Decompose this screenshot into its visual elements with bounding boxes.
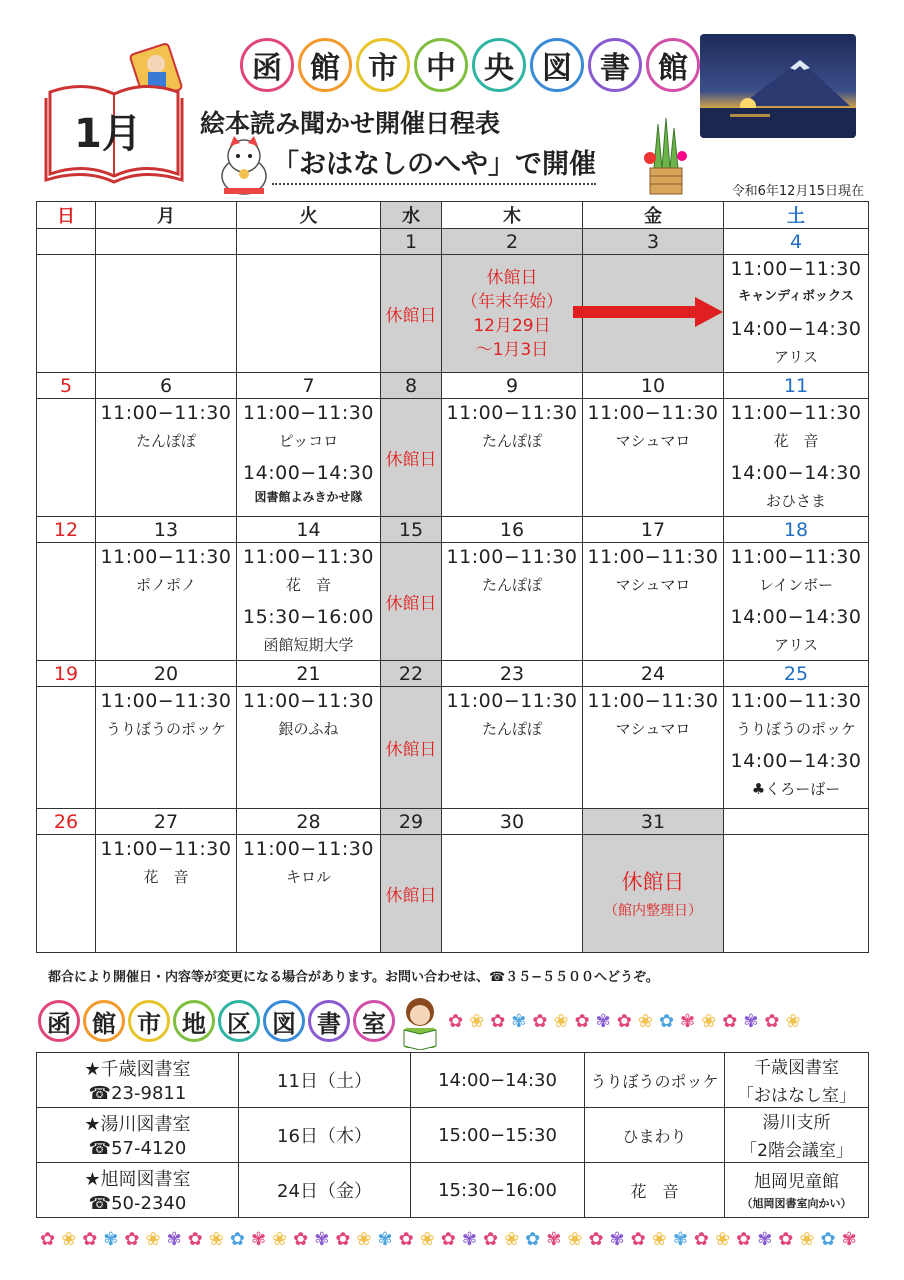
district-title-char: 函 (38, 1000, 80, 1042)
day-cell (381, 399, 442, 517)
date-number: 6 (96, 373, 237, 399)
event-row (37, 399, 869, 517)
place-room: （旭岡図書室向かい） (741, 1197, 852, 1210)
phone-number: ☎50-2340 (88, 1192, 187, 1214)
title-char: 央 (472, 38, 526, 92)
title-char: 函 (240, 38, 294, 92)
closed-label: （年末年始） (461, 291, 563, 312)
event-group: 花 音 (773, 432, 819, 450)
date-number-row (37, 809, 869, 835)
day-cell (583, 399, 724, 517)
group-cell (585, 1108, 725, 1163)
event-time: 11:00−11:30 (730, 546, 862, 568)
date-number-row (37, 661, 869, 687)
title-char: 書 (588, 38, 642, 92)
time-cell (411, 1108, 585, 1163)
day-cell (583, 835, 724, 953)
day-cell (442, 399, 583, 517)
event-time: 14:00−14:30 (243, 462, 374, 484)
event-group: レインボー (758, 576, 834, 594)
date-number: 3 (583, 229, 724, 255)
date-number: 1 (381, 229, 442, 255)
day-cell (37, 543, 96, 661)
day-cell (583, 543, 724, 661)
group-cell (585, 1053, 725, 1108)
date-number: 11 (724, 373, 869, 399)
closed-label: 休館日 (385, 306, 437, 326)
event-group: 図書館よみきかせ隊 (254, 490, 363, 504)
date-number: 26 (37, 809, 96, 835)
day-cell (37, 687, 96, 809)
day-cell (37, 399, 96, 517)
event-group: うりぼうのポッケ (735, 720, 856, 738)
day-cell (724, 543, 869, 661)
date-number: 20 (96, 661, 237, 687)
library-cell (37, 1053, 239, 1108)
title-char: 館 (646, 38, 700, 92)
closed-label: 休館日 (385, 740, 437, 760)
day-cell (381, 255, 442, 373)
event-time: 11:00−11:30 (100, 690, 232, 712)
closed-label: 休館日 (385, 450, 437, 470)
weekday-wed: 水 (381, 202, 442, 229)
event-group: キャンディボックス (738, 289, 854, 304)
day-cell (724, 835, 869, 953)
day-cell (724, 399, 869, 517)
schedule-heading: 絵本読み聞かせ開催日程表 (200, 109, 501, 138)
event-row (37, 255, 869, 373)
district-title-char: 地 (173, 1000, 215, 1042)
date-number: 27 (96, 809, 237, 835)
event-group: ひまわり (622, 1126, 687, 1146)
event-time: 14:00−14:30 (730, 750, 862, 772)
event-time: 14:00−14:30 (730, 606, 862, 628)
event-group: おひさま (765, 492, 826, 510)
district-title-char: 館 (83, 1000, 125, 1042)
event-time: 15:00−15:30 (438, 1124, 557, 1146)
event-group: うりぼうのポッケ (590, 1071, 719, 1091)
date-number: 24 (583, 661, 724, 687)
library-cell (37, 1163, 239, 1218)
date-number: 16 (442, 517, 583, 543)
day-cell (583, 255, 724, 373)
place-cell (725, 1053, 869, 1108)
date-number: 30 (442, 809, 583, 835)
date-number (96, 229, 237, 255)
date-cell (239, 1163, 411, 1218)
date-number: 12 (37, 517, 96, 543)
date-number: 8 (381, 373, 442, 399)
date-number (237, 229, 381, 255)
event-time: 11:00−11:30 (446, 402, 578, 424)
closed-label: （館内整理日） (604, 902, 702, 919)
phone-number: ☎57-4120 (88, 1137, 187, 1159)
event-time: 14:00−14:30 (730, 318, 862, 340)
district-row (37, 1163, 869, 1218)
event-group: ポノポノ (135, 576, 196, 594)
event-time: 11:00−11:30 (100, 838, 232, 860)
event-group: 銀のふね (278, 720, 339, 738)
date-number: 29 (381, 809, 442, 835)
date-number: 18 (724, 517, 869, 543)
event-time: 11:00−11:30 (730, 690, 862, 712)
day-cell (583, 687, 724, 809)
day-cell (96, 687, 237, 809)
event-time: 14:00−14:30 (730, 462, 862, 484)
event-group: 函館短期大学 (263, 636, 354, 654)
flower-border-bottom: ✿ ❀ ✿ ✾ ✿ ❀ ✾ ✿ ❀ ✿ ✾ ❀ ✿ ✾ ✿ ❀ ✾ ✿ ❀ ✿ ✾ ✿ ❀ ✿ ✾ ❀ ✿ ✾ ✿ ❀ ✾ ✿ ❀ ✿ ✾ ✿ ❀ ✿ ✾ (40, 1228, 857, 1250)
event-time: 15:30−16:00 (243, 606, 374, 628)
district-table (36, 1052, 869, 1218)
event-group: マシュマロ (615, 432, 691, 450)
weekday-sat: 土 (724, 202, 869, 229)
day-cell (381, 543, 442, 661)
day-cell (96, 399, 237, 517)
day-cell (96, 835, 237, 953)
library-name: ★千歳図書室 (84, 1058, 191, 1080)
weekday-thu: 木 (442, 202, 583, 229)
group-cell (585, 1163, 725, 1218)
place-cell (725, 1163, 869, 1218)
phone-number: ☎23-9811 (88, 1082, 187, 1104)
date-number: 25 (724, 661, 869, 687)
date-number-row (37, 373, 869, 399)
date-number (37, 229, 96, 255)
place-name: 旭岡児童館 (754, 1172, 839, 1192)
event-group: たんぽぽ (481, 432, 542, 450)
event-group: マシュマロ (615, 576, 691, 594)
district-title-char: 区 (218, 1000, 260, 1042)
date-number (724, 809, 869, 835)
event-row (37, 835, 869, 953)
event-time: 11:00−11:30 (587, 402, 719, 424)
event-time: 11:00−11:30 (243, 546, 374, 568)
date-number: 13 (96, 517, 237, 543)
date-number: 7 (237, 373, 381, 399)
closed-label: 休館日 (385, 594, 437, 614)
date-number: 31 (583, 809, 724, 835)
flower-border-top: ✿ ❀ ✿ ✾ ✿ ❀ ✿ ✾ ✿ ❀ ✿ ✾ ❀ ✿ ✾ ✿ ❀ (448, 1010, 801, 1032)
title-char: 市 (356, 38, 410, 92)
district-title-char: 市 (128, 1000, 170, 1042)
district-title (38, 1000, 395, 1042)
closed-label: 12月29日 (473, 315, 551, 336)
date-cell (239, 1053, 411, 1108)
month-label: 1月 (74, 111, 142, 157)
place-room: 「おはなし室」 (737, 1085, 856, 1106)
event-date: 16日（木） (277, 1126, 372, 1147)
lucky-cat-icon (216, 134, 272, 196)
date-number: 23 (442, 661, 583, 687)
date-number: 5 (37, 373, 96, 399)
day-cell (724, 255, 869, 373)
event-group: ♣くろーばー (751, 780, 841, 798)
event-time: 11:00−11:30 (243, 402, 374, 424)
district-title-char: 室 (353, 1000, 395, 1042)
library-name: ★旭岡図書室 (84, 1168, 191, 1190)
day-cell (96, 543, 237, 661)
event-time: 11:00−11:30 (243, 690, 374, 712)
weekday-header-row (37, 202, 869, 229)
date-number: 15 (381, 517, 442, 543)
date-number: 19 (37, 661, 96, 687)
district-row (37, 1053, 869, 1108)
day-cell (442, 255, 583, 373)
day-cell (237, 687, 381, 809)
date-number: 28 (237, 809, 381, 835)
event-row (37, 543, 869, 661)
day-cell (96, 255, 237, 373)
event-time: 11:00−11:30 (730, 258, 862, 280)
library-cell (37, 1108, 239, 1163)
day-cell (724, 687, 869, 809)
event-time: 11:00−11:30 (243, 838, 374, 860)
place-room: 「2階会議室」 (740, 1140, 853, 1161)
date-number: 21 (237, 661, 381, 687)
date-number: 22 (381, 661, 442, 687)
district-title-char: 書 (308, 1000, 350, 1042)
date-number: 9 (442, 373, 583, 399)
event-group: たんぽぽ (135, 432, 196, 450)
event-group: キロル (285, 868, 331, 886)
event-group: マシュマロ (615, 720, 691, 738)
time-cell (411, 1163, 585, 1218)
day-cell (442, 835, 583, 953)
library-title (240, 38, 700, 92)
closed-label: 休館日 (486, 267, 538, 288)
weekday-sun: 日 (37, 202, 96, 229)
date-number: 4 (724, 229, 869, 255)
event-date: 24日（金） (277, 1181, 372, 1202)
event-group: アリス (773, 636, 819, 654)
event-time: 15:30−16:00 (438, 1179, 557, 1201)
event-time: 11:00−11:30 (730, 402, 862, 424)
reading-girl-icon (396, 994, 444, 1050)
day-cell (237, 399, 381, 517)
kadomatsu-icon (640, 118, 692, 198)
time-cell (411, 1053, 585, 1108)
event-time: 11:00−11:30 (100, 402, 232, 424)
event-group: ピッコロ (278, 432, 339, 450)
day-cell (237, 255, 381, 373)
closed-label: ～1月3日 (475, 339, 549, 360)
title-char: 中 (414, 38, 468, 92)
date-number: 17 (583, 517, 724, 543)
closed-label: 休館日 (621, 869, 685, 894)
event-time: 11:00−11:30 (587, 546, 719, 568)
day-cell (381, 687, 442, 809)
event-time: 11:00−11:30 (100, 546, 232, 568)
weekday-fri: 金 (583, 202, 724, 229)
date-number-row (37, 517, 869, 543)
district-row (37, 1108, 869, 1163)
date-number: 2 (442, 229, 583, 255)
event-group: 花 音 (143, 868, 189, 886)
day-cell (237, 543, 381, 661)
title-char: 図 (530, 38, 584, 92)
location-heading: 「おはなしのへや」で開催 (272, 142, 596, 185)
event-group: 花 音 (285, 576, 331, 594)
district-title-char: 図 (263, 1000, 305, 1042)
mount-fuji-sunrise-image (700, 34, 856, 138)
event-time: 11:00−11:30 (446, 690, 578, 712)
event-time: 11:00−11:30 (446, 546, 578, 568)
weekday-mon: 月 (96, 202, 237, 229)
place-name: 千歳図書室 (754, 1057, 839, 1078)
place-name: 湯川支所 (762, 1112, 831, 1133)
day-cell (442, 687, 583, 809)
event-time: 14:00−14:30 (438, 1069, 557, 1091)
library-name: ★湯川図書室 (84, 1113, 191, 1135)
place-cell (725, 1108, 869, 1163)
change-notice: 都合により開催日・内容等が変更になる場合があります。お問い合わせは、☎３５−５５００へどうぞ。 (48, 970, 659, 985)
event-group: 花 音 (630, 1181, 679, 1201)
weekday-tue: 火 (237, 202, 381, 229)
event-group: アリス (773, 348, 819, 366)
closed-label: 休館日 (385, 886, 437, 906)
day-cell (442, 543, 583, 661)
event-row (37, 687, 869, 809)
day-cell (237, 835, 381, 953)
day-cell (37, 835, 96, 953)
title-char: 館 (298, 38, 352, 92)
date-number-row (37, 229, 869, 255)
event-group: たんぽぽ (481, 720, 542, 738)
date-cell (239, 1108, 411, 1163)
calendar-table (36, 201, 869, 953)
day-cell (381, 835, 442, 953)
date-number: 10 (583, 373, 724, 399)
event-time: 11:00−11:30 (587, 690, 719, 712)
as-of-date: 令和6年12月15日現在 (731, 184, 864, 199)
event-group: うりぼうのポッケ (105, 720, 226, 738)
date-number: 14 (237, 517, 381, 543)
event-date: 11日（土） (277, 1071, 372, 1092)
right-arrow-icon (573, 295, 723, 329)
event-group: たんぽぽ (481, 576, 542, 594)
day-cell (37, 255, 96, 373)
